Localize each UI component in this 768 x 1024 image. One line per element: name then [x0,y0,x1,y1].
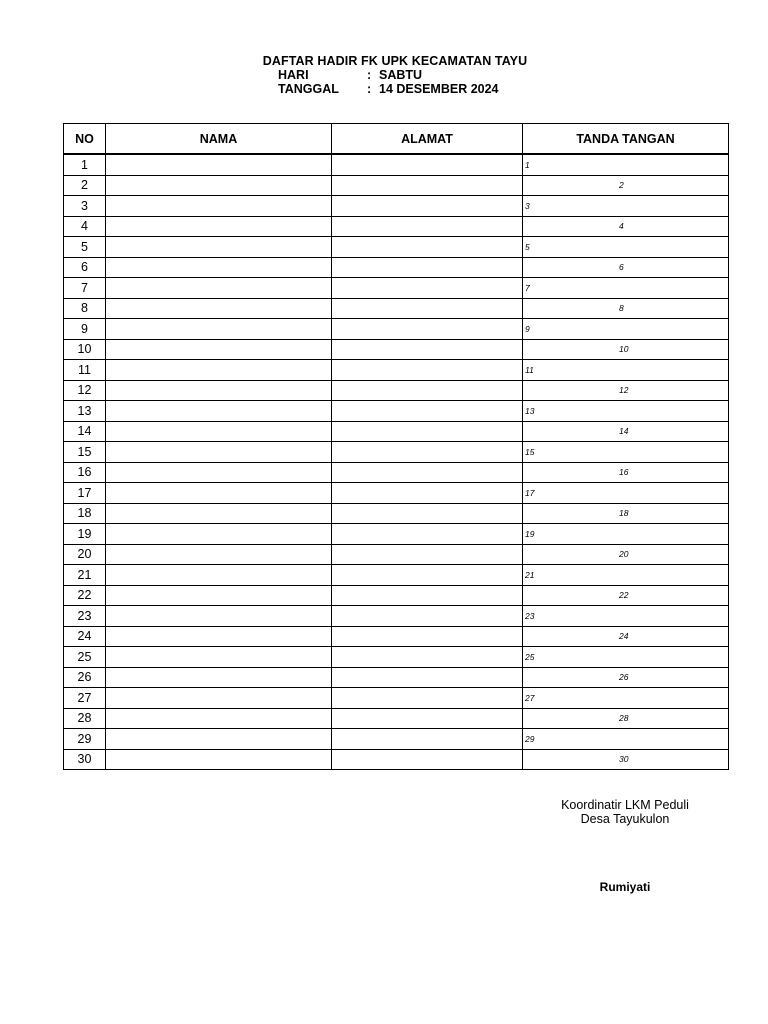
row-number: 17 [64,483,106,504]
signature-cell[interactable] [523,257,729,278]
table-row [64,503,729,524]
row-number: 6 [64,257,106,278]
alamat-cell[interactable] [332,708,523,729]
row-number: 21 [64,565,106,586]
signature-cell[interactable] [523,708,729,729]
alamat-cell[interactable] [332,462,523,483]
column-header-no: NO [64,124,106,155]
nama-cell[interactable] [106,154,332,175]
signature-cell[interactable] [523,462,729,483]
row-number: 4 [64,216,106,237]
signature-cell[interactable] [523,401,729,422]
column-header-tanda-tangan: TANDA TANGAN [523,124,729,155]
signature-number: 14 [619,426,629,437]
alamat-cell[interactable] [332,688,523,709]
table-row [64,544,729,565]
alamat-cell[interactable] [332,360,523,381]
table-row [64,442,729,463]
signature-number: 20 [619,549,629,560]
signature-number: 19 [525,528,535,539]
row-number: 18 [64,503,106,524]
row-number: 12 [64,380,106,401]
table-row [64,708,729,729]
nama-cell[interactable] [106,421,332,442]
table-row [64,319,729,340]
table-row [64,175,729,196]
nama-cell[interactable] [106,462,332,483]
nama-cell[interactable] [106,667,332,688]
signature-cell[interactable] [523,667,729,688]
nama-cell[interactable] [106,380,332,401]
alamat-cell[interactable] [332,298,523,319]
nama-cell[interactable] [106,360,332,381]
table-row [64,585,729,606]
signature-number: 1 [525,159,530,170]
signature-cell[interactable] [523,729,729,750]
row-number: 24 [64,626,106,647]
row-number: 29 [64,729,106,750]
hari-separator: : [367,68,372,82]
signature-cell[interactable] [523,216,729,237]
signature-number: 27 [525,692,535,703]
hari-label: HARI [278,68,309,82]
alamat-cell[interactable] [332,278,523,299]
alamat-cell[interactable] [332,237,523,258]
row-number: 23 [64,606,106,627]
signature-cell[interactable] [523,749,729,770]
nama-cell[interactable] [106,339,332,360]
nama-cell[interactable] [106,442,332,463]
signature-cell[interactable] [523,442,729,463]
nama-cell[interactable] [106,708,332,729]
signature-cell[interactable] [523,544,729,565]
signature-number: 26 [619,672,629,683]
signature-number: 8 [619,303,624,314]
table-row [64,216,729,237]
signature-cell[interactable] [523,196,729,217]
row-number: 11 [64,360,106,381]
alamat-cell[interactable] [332,585,523,606]
table-row [64,237,729,258]
row-number: 9 [64,319,106,340]
nama-cell[interactable] [106,606,332,627]
row-number: 13 [64,401,106,422]
alamat-cell[interactable] [332,175,523,196]
row-number: 15 [64,442,106,463]
signature-cell[interactable] [523,606,729,627]
nama-cell[interactable] [106,278,332,299]
nama-cell[interactable] [106,175,332,196]
row-number: 1 [64,154,106,175]
table-header-row [64,124,729,155]
signature-number: 3 [525,200,530,211]
nama-cell[interactable] [106,298,332,319]
alamat-cell[interactable] [332,626,523,647]
alamat-cell[interactable] [332,257,523,278]
row-number: 3 [64,196,106,217]
signature-number: 13 [525,405,535,416]
coordinator-village: Desa Tayukulon [580,812,670,826]
table-row [64,749,729,770]
row-number: 10 [64,339,106,360]
alamat-cell[interactable] [332,196,523,217]
signature-number: 5 [525,241,530,252]
alamat-cell[interactable] [332,503,523,524]
table-row [64,401,729,422]
signature-cell[interactable] [523,421,729,442]
row-number: 19 [64,524,106,545]
row-number: 8 [64,298,106,319]
tanggal-value: 14 DESEMBER 2024 [379,82,499,96]
signature-cell[interactable] [523,524,729,545]
table-row [64,380,729,401]
signature-cell[interactable] [523,339,729,360]
signature-number: 22 [619,590,629,601]
signature-number: 30 [619,754,629,765]
signer-name: Rumiyati [599,880,651,894]
table-row [64,339,729,360]
row-number: 20 [64,544,106,565]
table-row [64,196,729,217]
signature-number: 18 [619,508,629,519]
signature-number: 16 [619,467,629,478]
document-title: DAFTAR HADIR FK UPK KECAMATAN TAYU [262,54,528,68]
row-number: 7 [64,278,106,299]
alamat-cell[interactable] [332,483,523,504]
alamat-cell[interactable] [332,606,523,627]
nama-cell[interactable] [106,688,332,709]
signature-cell[interactable] [523,237,729,258]
signature-cell[interactable] [523,175,729,196]
nama-cell[interactable] [106,216,332,237]
signature-cell[interactable] [523,278,729,299]
row-number: 14 [64,421,106,442]
nama-cell[interactable] [106,483,332,504]
signature-cell[interactable] [523,483,729,504]
signature-number: 15 [525,446,535,457]
signature-number: 9 [525,323,530,334]
alamat-cell[interactable] [332,442,523,463]
nama-cell[interactable] [106,565,332,586]
row-number: 28 [64,708,106,729]
signature-cell[interactable] [523,380,729,401]
signature-number: 11 [525,364,534,375]
nama-cell[interactable] [106,401,332,422]
signature-cell[interactable] [523,626,729,647]
attendance-table [63,123,729,770]
alamat-cell[interactable] [332,421,523,442]
table-row [64,667,729,688]
alamat-cell[interactable] [332,216,523,237]
alamat-cell[interactable] [332,729,523,750]
alamat-cell[interactable] [332,524,523,545]
signature-number: 24 [619,631,629,642]
signature-number: 12 [619,385,629,396]
nama-cell[interactable] [106,729,332,750]
row-number: 16 [64,462,106,483]
signature-cell[interactable] [523,503,729,524]
table-row [64,278,729,299]
alamat-cell[interactable] [332,154,523,175]
table-row [64,360,729,381]
signature-cell[interactable] [523,319,729,340]
signature-cell[interactable] [523,298,729,319]
table-row [64,257,729,278]
table-row [64,729,729,750]
nama-cell[interactable] [106,319,332,340]
nama-cell[interactable] [106,544,332,565]
signature-cell[interactable] [523,565,729,586]
table-row [64,626,729,647]
table-row [64,421,729,442]
signature-number: 7 [525,282,530,293]
signature-number: 6 [619,262,624,273]
alamat-cell[interactable] [332,401,523,422]
alamat-cell[interactable] [332,380,523,401]
coordinator-title: Koordinatir LKM Peduli [561,798,689,812]
signature-number: 4 [619,221,624,232]
signature-cell[interactable] [523,360,729,381]
nama-cell[interactable] [106,503,332,524]
signature-number: 29 [525,733,535,744]
row-number: 26 [64,667,106,688]
nama-cell[interactable] [106,196,332,217]
nama-cell[interactable] [106,749,332,770]
signature-number: 2 [619,180,624,191]
attendance-table-body [64,154,729,770]
alamat-cell[interactable] [332,544,523,565]
table-row [64,688,729,709]
table-row [64,606,729,627]
alamat-cell[interactable] [332,749,523,770]
nama-cell[interactable] [106,647,332,668]
row-number: 2 [64,175,106,196]
signature-number: 28 [619,713,629,724]
alamat-cell[interactable] [332,319,523,340]
row-number: 30 [64,749,106,770]
row-number: 22 [64,585,106,606]
table-row [64,565,729,586]
signature-cell[interactable] [523,585,729,606]
signature-number: 23 [525,610,535,621]
tanggal-separator: : [367,82,372,96]
alamat-cell[interactable] [332,647,523,668]
signature-cell[interactable] [523,154,729,175]
table-row [64,298,729,319]
row-number: 27 [64,688,106,709]
alamat-cell[interactable] [332,339,523,360]
table-row [64,524,729,545]
signature-cell[interactable] [523,647,729,668]
nama-cell[interactable] [106,237,332,258]
signature-number: 10 [619,344,629,355]
signature-number: 21 [525,569,535,580]
table-row [64,647,729,668]
column-header-alamat: ALAMAT [332,124,523,155]
row-number: 5 [64,237,106,258]
nama-cell[interactable] [106,257,332,278]
nama-cell[interactable] [106,585,332,606]
signature-number: 17 [525,487,535,498]
nama-cell[interactable] [106,626,332,647]
row-number: 25 [64,647,106,668]
signature-cell[interactable] [523,688,729,709]
table-row [64,154,729,175]
column-header-nama: NAMA [106,124,332,155]
tanggal-label: TANGGAL [278,82,339,96]
alamat-cell[interactable] [332,667,523,688]
alamat-cell[interactable] [332,565,523,586]
table-row [64,462,729,483]
nama-cell[interactable] [106,524,332,545]
signature-number: 25 [525,651,535,662]
table-row [64,483,729,504]
hari-value: SABTU [379,68,423,82]
